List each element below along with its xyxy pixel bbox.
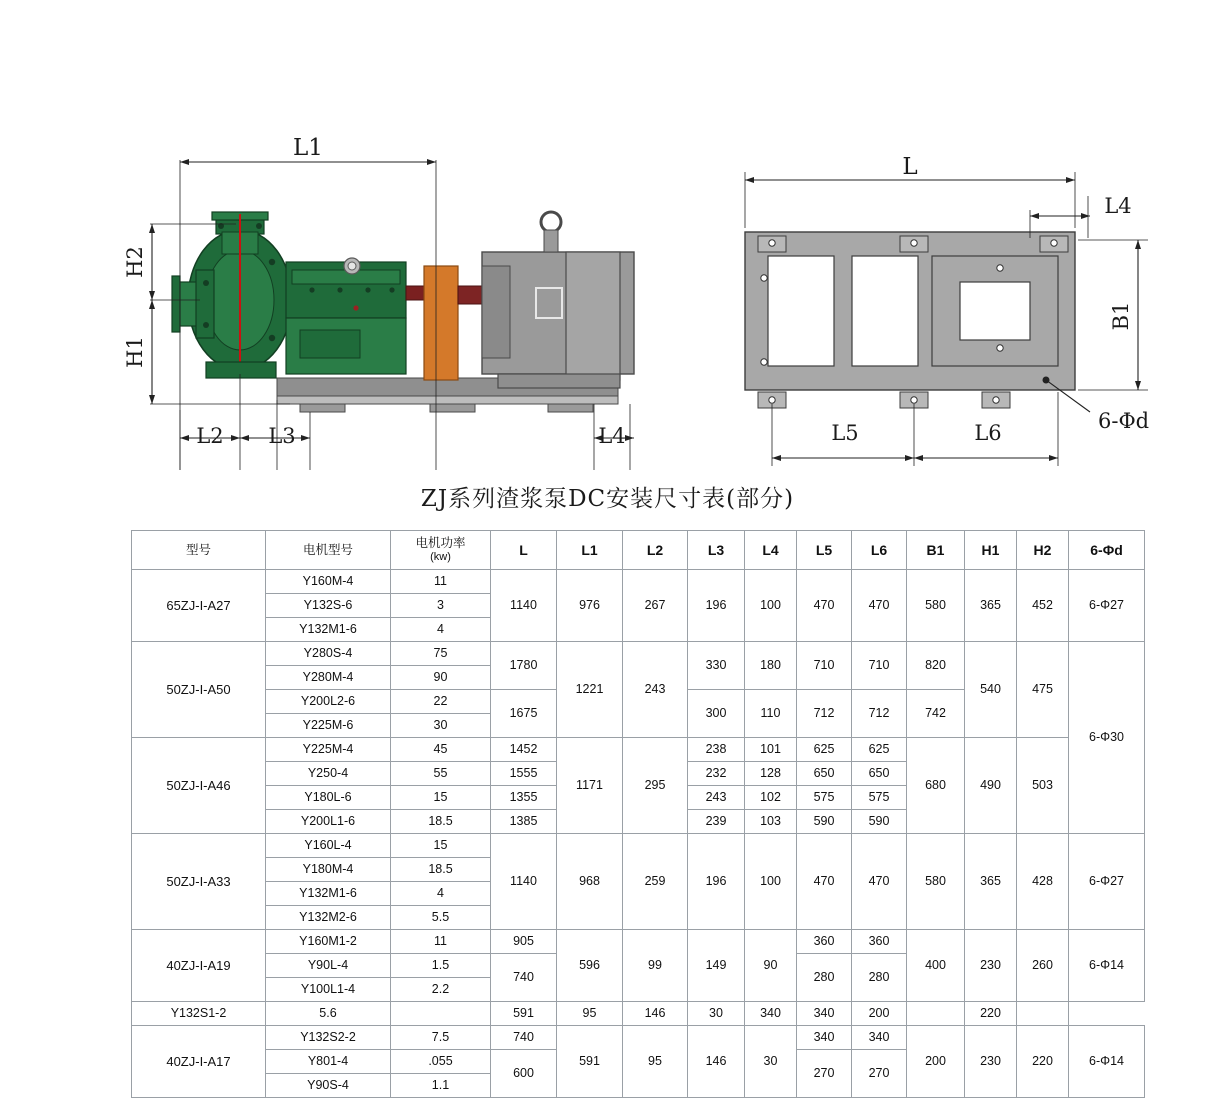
cell-L6: 650 [852,762,907,786]
cell-motor: Y200L2-6 [266,690,391,714]
cell-motor: Y160M1-2 [266,930,391,954]
cell-model: 40ZJ-I-A17 [132,1026,266,1098]
cell-L6: 340 [852,1026,907,1050]
cell-motor: Y132M1-6 [266,618,391,642]
cell-L3: 238 [688,738,745,762]
cell-L1: 596 [557,930,623,1002]
cell-power: 45 [391,738,491,762]
cell-L3: 196 [688,570,745,642]
th-L3: L3 [688,531,745,570]
cell-power: 4 [391,882,491,906]
th-L6: L6 [852,531,907,570]
cell-L1: 591 [557,1026,623,1098]
cell-hole [1017,1002,1069,1026]
cell-hole: 6-Φ30 [1069,642,1145,834]
cell-L4: 90 [745,930,797,1002]
cell-L5: 590 [797,810,852,834]
cell-L5: 710 [797,642,852,690]
label-L2: L2 [196,424,224,448]
th-L4: L4 [745,531,797,570]
cell-power: 7.5 [391,1026,491,1050]
cell-hole: 6-Φ27 [1069,834,1145,930]
cell-L6: 470 [852,570,907,642]
assembly-drawing [0,0,1215,490]
label-L1: L1 [293,135,323,161]
cell-H1: 540 [965,642,1017,738]
cell-H2: 503 [1017,738,1069,834]
cell-L [391,1002,491,1026]
table-row [132,930,1145,954]
cell-L4: 128 [745,762,797,786]
cell-H1: 230 [965,930,1017,1002]
cell-motor: Y225M-6 [266,714,391,738]
side-view-group [123,135,634,470]
cell-L5: 650 [797,762,852,786]
cell-hole: 6-Φ14 [1069,1026,1145,1098]
th-B1: B1 [907,531,965,570]
cell-motor: Y132S-6 [266,594,391,618]
th-L2: L2 [623,531,688,570]
cell-model: 40ZJ-I-A19 [132,930,266,1002]
cell-L6: 470 [852,834,907,930]
cell-L4: 30 [688,1002,745,1026]
cell-L5: 270 [797,1050,852,1098]
cell-L5: 712 [797,690,852,738]
cell-power: 1.1 [391,1074,491,1098]
cell-power: 3 [391,594,491,618]
label-L4-side: L4 [598,424,626,448]
cell-power: 1.5 [391,954,491,978]
cell-L4: 110 [745,690,797,738]
th-motor-power [391,531,491,570]
cell-L3: 300 [688,690,745,738]
label-B1: B1 [1109,301,1133,331]
cell-L4: 180 [745,642,797,690]
cell-L6: 280 [852,954,907,1002]
cell-motor: Y200L1-6 [266,810,391,834]
cell-power: 15 [391,786,491,810]
cell-L5: 340 [797,1026,852,1050]
cell-L: 1140 [491,834,557,930]
cell-L3: 239 [688,810,745,834]
cell-L2: 295 [623,738,688,834]
cell-model: 65ZJ-I-A27 [132,570,266,642]
cell-L: 600 [491,1050,557,1098]
cell-hole: 6-Φ14 [1069,930,1145,1002]
cell-H1: 230 [965,1026,1017,1098]
cell-H2: 452 [1017,570,1069,642]
cell-B1: 580 [907,570,965,642]
cell-motor: Y280S-4 [266,642,391,666]
cell-motor: Y180L-6 [266,786,391,810]
cell-B1: 200 [852,1002,907,1026]
label-H1: H1 [123,336,147,368]
cell-L5: 625 [797,738,852,762]
cell-L2: 95 [557,1002,623,1026]
cell-L6: 575 [852,786,907,810]
label-L6: L6 [974,421,1002,445]
cell-H2: 220 [965,1002,1017,1026]
cell-power: 22 [391,690,491,714]
th-H2: H2 [1017,531,1069,570]
label-H2: H2 [123,246,147,278]
cell-B1: 200 [907,1026,965,1098]
cell-motor: Y132S2-2 [266,1026,391,1050]
cell-power: 55 [391,762,491,786]
cell-L6: 712 [852,690,907,738]
cell-B1: 580 [907,834,965,930]
table-row [132,570,1145,594]
cell-model: 50ZJ-I-A50 [132,642,266,738]
cell-motor: Y132M1-6 [266,882,391,906]
th-L5: L5 [797,531,852,570]
cell-L6: 710 [852,642,907,690]
cell-H1: 490 [965,738,1017,834]
cell-motor: Y280M-4 [266,666,391,690]
cell-H2: 220 [1017,1026,1069,1098]
cell-power: 2.2 [391,978,491,1002]
table-row [132,642,1145,666]
pump-casing [172,212,292,378]
cell-L2: 95 [623,1026,688,1098]
dimension-table [131,530,1145,1098]
cell-L6: 360 [852,930,907,954]
cell-H1: 365 [965,570,1017,642]
cell-power: 15 [391,834,491,858]
cell-L5: 575 [797,786,852,810]
th-motor-model: 电机型号 [266,531,391,570]
table-row [132,1026,1145,1050]
cell-L: 1555 [491,762,557,786]
cell-model: 50ZJ-I-A33 [132,834,266,930]
cell-L: 1140 [491,570,557,642]
cell-L6: 590 [852,810,907,834]
th-L1: L1 [557,531,623,570]
cell-L4: 100 [745,570,797,642]
cell-power: 4 [391,618,491,642]
cell-L3: 330 [688,642,745,690]
cell-L1: 976 [557,570,623,642]
cell-motor: Y90S-4 [266,1074,391,1098]
cell-power: 90 [391,666,491,690]
cell-L5: 360 [797,930,852,954]
cell-power: 18.5 [391,858,491,882]
cell-power: 11 [391,930,491,954]
table-title: ZJ系列渣浆泵DC安装尺寸表(部分) [420,486,795,512]
cell-L1: 968 [557,834,623,930]
cell-model: 50ZJ-I-A46 [132,738,266,834]
cell-motor: Y160L-4 [266,834,391,858]
cell-L: 1780 [491,642,557,690]
th-hole: 6-Φd [1069,531,1145,570]
cell-L6: 270 [852,1050,907,1098]
th-H1: H1 [965,531,1017,570]
th-motor-power-unit: (kw) [430,551,451,563]
cell-L6: 625 [852,738,907,762]
cell-motor: Y225M-4 [266,738,391,762]
cell-motor: Y250-4 [266,762,391,786]
cell-L3: 196 [688,834,745,930]
cell-L2: 99 [623,930,688,1002]
cell-L2: 267 [623,570,688,642]
cell-power: 30 [391,714,491,738]
cell-power: 5.6 [266,1002,391,1026]
th-model: 型号 [132,531,266,570]
cell-L5: 280 [797,954,852,1002]
cell-B1: 680 [907,738,965,834]
cell-hole: 6-Φ27 [1069,570,1145,642]
table-row [132,1002,1145,1026]
cell-motor: Y90L-4 [266,954,391,978]
cell-L1: 1221 [557,642,623,738]
cell-H2: 260 [1017,930,1069,1002]
table-header-row [132,531,1145,570]
label-L4-plan: L4 [1104,194,1132,218]
cell-L3: 149 [688,930,745,1002]
cell-L3: 232 [688,762,745,786]
cell-power: 75 [391,642,491,666]
cell-B1: 820 [907,642,965,690]
cell-L4: 103 [745,810,797,834]
cell-motor: Y180M-4 [266,858,391,882]
cell-L5: 340 [745,1002,797,1026]
dimension-L [745,172,1075,228]
cell-L: 1452 [491,738,557,762]
th-motor-power-text: 电机功率 [415,536,466,550]
cell-power: .055 [391,1050,491,1074]
cell-L1: 1171 [557,738,623,834]
label-hole-spec: 6-Φd [1098,409,1150,433]
cell-power: 18.5 [391,810,491,834]
plan-view-group [745,154,1149,466]
bearing-housing [286,258,424,374]
cell-power: 5.5 [391,906,491,930]
electric-motor [458,212,634,388]
cell-B1: 400 [907,930,965,1002]
cell-L4: 102 [745,786,797,810]
cell-L2: 243 [623,642,688,738]
cell-H2: 428 [1017,834,1069,930]
cell-L5: 470 [797,834,852,930]
cell-L4: 30 [745,1026,797,1098]
cell-L3: 146 [623,1002,688,1026]
cell-L: 740 [491,1026,557,1050]
label-L: L [902,154,918,180]
table-row [132,834,1145,858]
label-L5: L5 [831,421,859,445]
dimension-table-container [131,530,1124,1098]
cell-motor: Y132S1-2 [132,1002,266,1026]
cell-B1: 742 [907,690,965,738]
cell-L: 1355 [491,786,557,810]
cell-L6: 340 [797,1002,852,1026]
cell-L: 1675 [491,690,557,738]
cell-motor: Y132M2-6 [266,906,391,930]
cell-H1 [907,1002,965,1026]
cell-L5: 470 [797,570,852,642]
cell-L2: 259 [623,834,688,930]
cell-motor: Y801-4 [266,1050,391,1074]
cell-motor: Y100L1-4 [266,978,391,1002]
cell-power: 11 [391,570,491,594]
th-L: L [491,531,557,570]
cell-L4: 100 [745,834,797,930]
cell-L: 740 [491,954,557,1002]
cell-H1: 365 [965,834,1017,930]
cell-H2: 475 [1017,642,1069,738]
cell-L1: 591 [491,1002,557,1026]
table-row [132,738,1145,762]
label-L3: L3 [268,424,296,448]
cell-L4: 101 [745,738,797,762]
coupling-guard [424,266,458,380]
cell-L3: 146 [688,1026,745,1098]
cell-L: 905 [491,930,557,954]
cell-L3: 243 [688,786,745,810]
cell-motor: Y160M-4 [266,570,391,594]
cell-L: 1385 [491,810,557,834]
